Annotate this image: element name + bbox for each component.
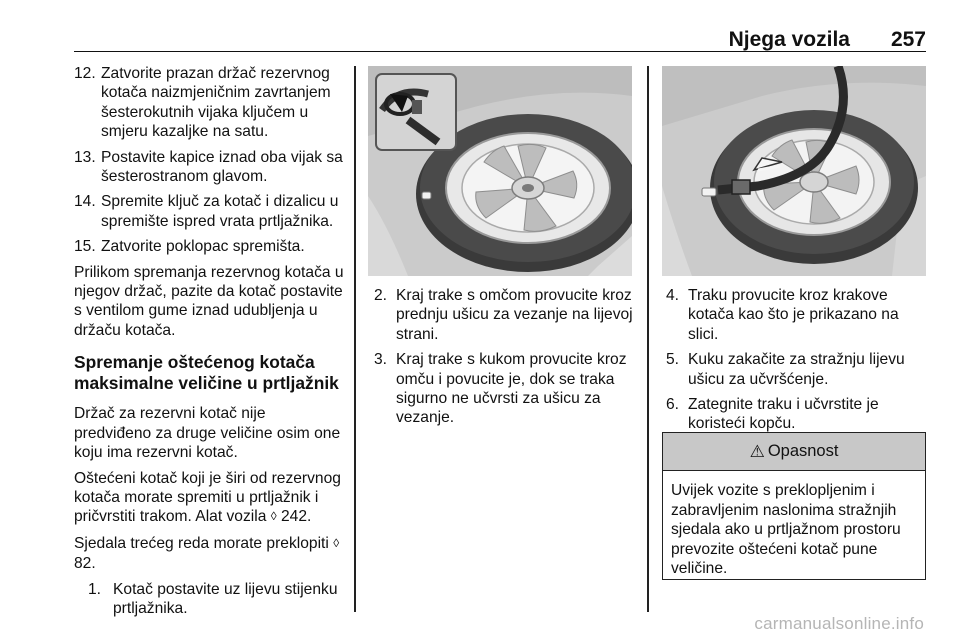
step-text: Kotač postavite uz lijevu stijenku prtljažnika. — [113, 580, 338, 617]
figure-strap-spokes — [662, 66, 926, 276]
step-number: 1. — [88, 580, 102, 598]
step-text: Kraj trake s omčom provucite kroz prednju ušicu za vezanje na lijevoj strani. — [396, 287, 633, 343]
step-number: 3. — [374, 351, 388, 369]
paragraph-text: Oštećeni kotač koji je širi od rezervnog kotača morate spremiti u prtljažnik i pričvrstiti trakom. Alat vozila — [74, 469, 341, 526]
step-text: Traku provucite kroz krakove kotača kao što je prikazano na slici. — [688, 287, 899, 343]
page-number: 257 — [890, 28, 926, 51]
step-text: Zatvorite poklopac spremišta. — [101, 238, 305, 256]
danger-text: Uvijek vozite s preklopljenim i zabravljenim naslonima stražnjih sjedala ako u prtljažnom prostoru prevozite oštećeni kotač pune veličine. — [671, 482, 901, 578]
step-number: 6. — [666, 396, 680, 414]
step-number: 5. — [666, 351, 680, 369]
paragraph-damaged-wheel — [74, 469, 346, 528]
step-5 — [662, 350, 926, 389]
danger-header — [663, 433, 925, 471]
step-14 — [74, 192, 346, 231]
column-right — [662, 286, 926, 440]
figure-strap-loop — [368, 66, 632, 276]
step-text: Spremite ključ za kotač i dizalicu u spremište ispred vrata prtljažnika. — [101, 193, 339, 230]
step-4 — [662, 286, 926, 344]
danger-warning-box — [662, 432, 926, 580]
valve-note: Prilikom spremanja rezervnog kotača u njegov držač, pazite da kotač postavite s ventilom gume iznad udubljenja u držaču kotača. — [74, 263, 344, 339]
step-6 — [662, 395, 926, 434]
step-number: 2. — [374, 287, 388, 304]
column-middle — [370, 286, 634, 434]
step-2 — [370, 286, 634, 344]
step-number: 15. — [74, 238, 96, 256]
danger-title: Opasnost — [767, 442, 839, 460]
page-reference[interactable]: 82. — [74, 555, 96, 573]
section-heading: Spremanje oštećenog kotača maksimalne veličine u prtljažnik — [74, 352, 339, 394]
step-text: Kraj trake s kukom provucite kroz omču i povucite je, dok se traka sigurno ne učvrsti za ušicu za vezanje. — [396, 351, 627, 427]
paragraph-holder-size: Držač za rezervni kotač nije predviđeno za druge veličine osim one koju ima rezervni kotač. — [74, 405, 341, 462]
wheel-strap-loop-illustration — [368, 66, 632, 276]
column-divider-1 — [354, 66, 356, 612]
step-text: Zatvorite prazan držač rezervnog kotača naizmjeničnim zavrtanjem šesterokutnih vijaka ključem u smjeru kazaljke na satu. — [101, 65, 331, 141]
column-divider-2 — [647, 66, 649, 612]
step-number: 4. — [666, 287, 680, 304]
step-number: 12. — [74, 65, 96, 82]
page-header — [74, 26, 926, 52]
step-1 — [74, 580, 346, 619]
step-12 — [74, 64, 346, 142]
paragraph-text: Sjedala trećeg reda morate preklopiti — [74, 534, 329, 552]
warning-triangle-icon: ⚠ — [749, 441, 765, 461]
step-text: Postavite kapice iznad oba vijak sa šesterostranom glavom. — [101, 148, 343, 186]
step-text: Kuku zakačite za stražnju lijevu ušicu za učvršćenje. — [688, 351, 905, 388]
step-number: 14. — [74, 193, 96, 211]
page-reference[interactable]: 242. — [281, 508, 312, 526]
step-number: 13. — [74, 148, 96, 166]
watermark: carmanualsonline.info — [754, 614, 924, 633]
section-title: Njega vozila — [728, 28, 850, 51]
column-left — [74, 64, 346, 624]
step-3 — [370, 350, 634, 428]
wheel-strap-spokes-illustration — [662, 66, 926, 276]
step-text: Zategnite traku i učvrstite je koristeći kopču. — [688, 396, 879, 433]
page-reference-icon: ◊ — [333, 535, 340, 550]
paragraph-third-row — [74, 534, 346, 574]
step-13 — [74, 148, 346, 187]
step-15 — [74, 237, 346, 256]
page-reference-icon: ◊ — [270, 509, 277, 524]
